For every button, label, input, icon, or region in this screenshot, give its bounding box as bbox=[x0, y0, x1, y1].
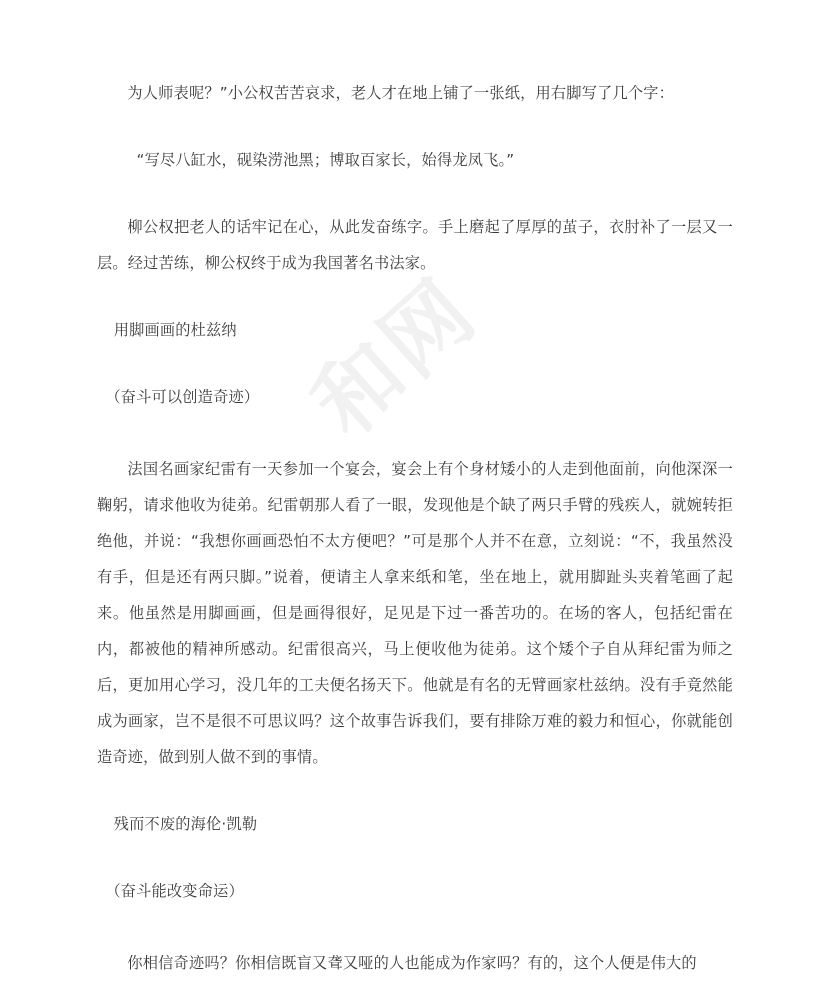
spacer bbox=[97, 178, 733, 209]
paragraph-liu-gongquan-practice: 柳公权把老人的话牢记在心，从此发奋练字。手上磨起了厚厚的茧子，衣肘补了一层又一层。经过苦练，柳公权终于成为我国著名书法家。 bbox=[97, 218, 733, 272]
watermark-text: 和网 bbox=[295, 260, 496, 456]
subheading-helen-keller: （奋斗能改变命运） bbox=[105, 882, 244, 900]
spacer bbox=[97, 111, 733, 142]
spacer bbox=[97, 348, 733, 379]
spacer bbox=[97, 775, 733, 806]
spacer bbox=[97, 415, 733, 451]
spacer bbox=[97, 842, 733, 873]
quote-eight-jars: “写尽八缸水，砚染涝池黑；博取百家长，始得龙凤飞。” bbox=[136, 151, 515, 169]
spacer bbox=[97, 909, 733, 945]
spacer bbox=[97, 281, 733, 312]
paragraph-helen-keller-intro: 你相信奇迹吗？你相信既盲又聋又哑的人也能成为作家吗？有的，这个人便是伟大的 bbox=[127, 954, 697, 972]
paragraph-duzina-story: 法国名画家纪雷有一天参加一个宴会，宴会上有个身材矮小的人走到他面前，向他深深一鞠躬，请求他收为徒弟。纪雷朝那人看了一眼，发现他是个缺了两只手臂的残疾人，就婉转拒绝他，并说：“我想你画画恐怕不太方便吧？”可是那个人并不在意，立刻说：“不，我虽然没有手，但是还有两只脚。”说着，便请主人拿来纸和笔，坐在地上，就用脚趾头夹着笔画了起来。他虽然是用脚画画，但是画得很好，足见是下过一番苦功的。在场的客人，包括纪雷在内，都被他的精神所感动。纪雷很高兴，马上便收他为徒弟。这个矮个子自从拜纪雷为师之后，更加用心学习，没几年的工夫便名扬天下。他就是有名的无臂画家杜兹纳。没有手竟然能成为画家，岂不是很不可思议吗？这个故事告诉我们，要有排除万难的毅力和恒心，你就能创造奇迹，做到别人做不到的事情。 bbox=[97, 460, 733, 766]
heading-helen-keller: 残而不废的海伦·凯勒 bbox=[113, 815, 258, 833]
heading-duzina: 用脚画画的杜兹纳 bbox=[113, 321, 237, 339]
paragraph-liu-gongquan-plead: 为人师表呢？”小公权苦苦哀求，老人才在地上铺了一张纸，用右脚写了几个字： bbox=[127, 84, 675, 102]
subheading-duzina: （奋斗可以创造奇迹） bbox=[105, 388, 260, 406]
